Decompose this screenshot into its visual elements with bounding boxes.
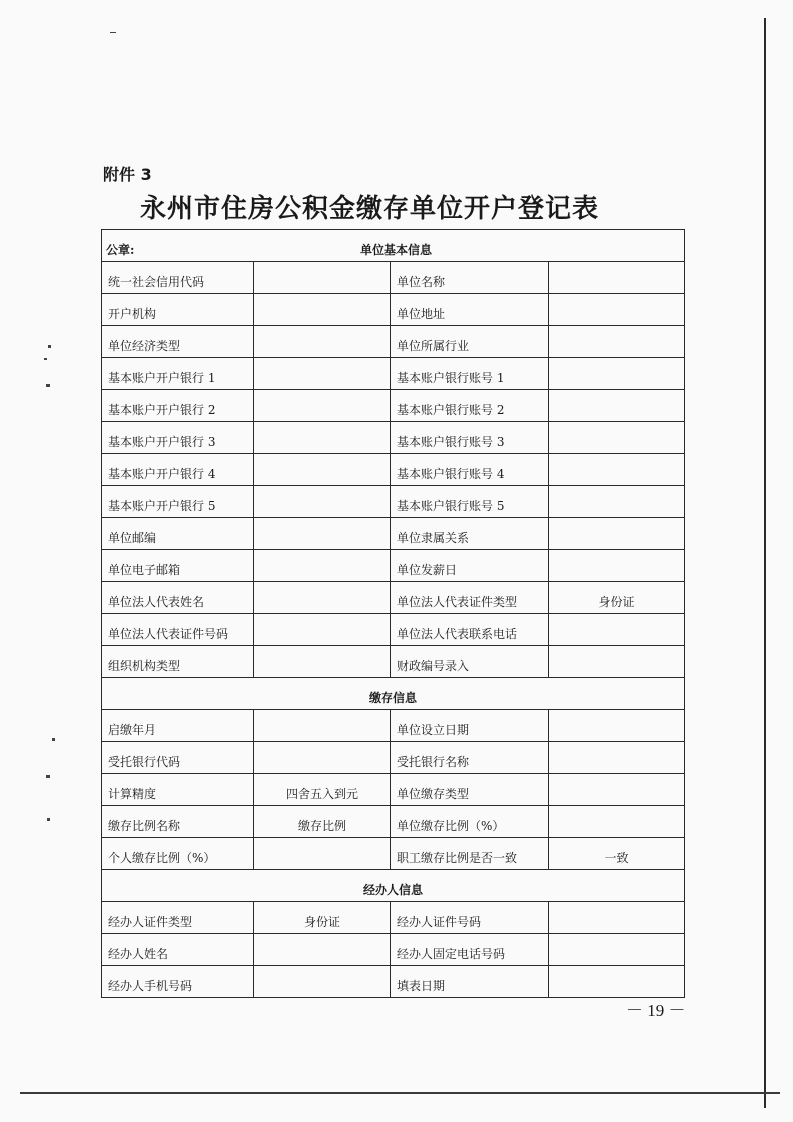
field-value[interactable] <box>549 454 685 486</box>
section-header-handler: 经办人信息 <box>102 870 685 902</box>
table-row <box>102 486 685 518</box>
field-label: 单位缴存类型 <box>391 774 549 806</box>
registration-form-table <box>101 229 685 998</box>
field-label: 基本账户开户银行 5 <box>102 486 254 518</box>
table-row <box>102 454 685 486</box>
field-value[interactable] <box>254 358 391 390</box>
field-value[interactable] <box>254 294 391 326</box>
field-value[interactable] <box>549 422 685 454</box>
field-label: 单位经济类型 <box>102 326 254 358</box>
section-title: 单位基本信息 <box>360 243 433 257</box>
field-label: 经办人手机号码 <box>102 966 254 998</box>
field-label: 经办人姓名 <box>102 934 254 966</box>
stamp-label: 公章: <box>106 243 135 257</box>
table-row <box>102 294 685 326</box>
field-value[interactable]: 缴存比例 <box>254 806 391 838</box>
field-value[interactable] <box>549 934 685 966</box>
field-label: 基本账户银行账号 1 <box>391 358 549 390</box>
table-row <box>102 422 685 454</box>
field-label: 基本账户银行账号 4 <box>391 454 549 486</box>
field-label: 单位邮编 <box>102 518 254 550</box>
section-header-deposit: 缴存信息 <box>102 678 685 710</box>
table-row <box>102 262 685 294</box>
table-row <box>102 934 685 966</box>
field-value[interactable]: 一致 <box>549 838 685 870</box>
field-label: 组织机构类型 <box>102 646 254 678</box>
field-value[interactable] <box>254 710 391 742</box>
field-label: 单位电子邮箱 <box>102 550 254 582</box>
table-row <box>102 710 685 742</box>
scan-speck <box>47 818 50 821</box>
attachment-label: 附件 3 <box>103 165 152 184</box>
field-value[interactable] <box>254 838 391 870</box>
field-value[interactable] <box>549 806 685 838</box>
table-row <box>102 966 685 998</box>
field-label: 单位发薪日 <box>391 550 549 582</box>
field-value[interactable]: 身份证 <box>549 582 685 614</box>
field-label: 基本账户银行账号 3 <box>391 422 549 454</box>
field-label: 受托银行名称 <box>391 742 549 774</box>
field-value[interactable] <box>549 966 685 998</box>
field-value[interactable] <box>254 326 391 358</box>
field-value[interactable]: 身份证 <box>254 902 391 934</box>
scan-speck <box>110 32 116 33</box>
scan-speck <box>48 345 51 348</box>
field-label: 填表日期 <box>391 966 549 998</box>
field-label: 个人缴存比例（%） <box>102 838 254 870</box>
field-value[interactable] <box>254 934 391 966</box>
field-label: 统一社会信用代码 <box>102 262 254 294</box>
field-value[interactable] <box>549 358 685 390</box>
field-label: 单位法人代表联系电话 <box>391 614 549 646</box>
field-label: 财政编号录入 <box>391 646 549 678</box>
table-row <box>102 646 685 678</box>
field-value[interactable]: 四舍五入到元 <box>254 774 391 806</box>
table-row <box>102 390 685 422</box>
field-label: 基本账户银行账号 5 <box>391 486 549 518</box>
field-label: 受托银行代码 <box>102 742 254 774</box>
field-label: 单位法人代表证件类型 <box>391 582 549 614</box>
page-frame-right <box>764 18 766 1108</box>
field-label: 经办人证件号码 <box>391 902 549 934</box>
field-value[interactable] <box>254 518 391 550</box>
table-row <box>102 326 685 358</box>
field-value[interactable] <box>549 646 685 678</box>
field-label: 开户机构 <box>102 294 254 326</box>
field-label: 单位法人代表姓名 <box>102 582 254 614</box>
scan-speck <box>46 775 50 778</box>
field-value[interactable] <box>549 518 685 550</box>
field-value[interactable] <box>549 326 685 358</box>
field-label: 经办人证件类型 <box>102 902 254 934</box>
field-value[interactable] <box>254 646 391 678</box>
scan-speck <box>52 738 55 741</box>
scan-speck <box>44 358 47 360</box>
field-value[interactable] <box>254 422 391 454</box>
table-row <box>102 358 685 390</box>
page-number: － 19 － <box>626 1001 686 1020</box>
field-label: 单位地址 <box>391 294 549 326</box>
field-value[interactable] <box>549 294 685 326</box>
table-row <box>102 742 685 774</box>
field-label: 缴存比例名称 <box>102 806 254 838</box>
field-label: 职工缴存比例是否一致 <box>391 838 549 870</box>
field-value[interactable] <box>254 966 391 998</box>
section-header-row <box>102 870 685 902</box>
form-title: 永州市住房公积金缴存单位开户登记表 <box>140 194 600 224</box>
table-row <box>102 550 685 582</box>
table-row <box>102 774 685 806</box>
field-value[interactable] <box>549 902 685 934</box>
scan-speck <box>46 384 50 387</box>
table-row <box>102 582 685 614</box>
field-label: 单位所属行业 <box>391 326 549 358</box>
field-label: 启缴年月 <box>102 710 254 742</box>
table-row <box>102 614 685 646</box>
field-label: 基本账户开户银行 1 <box>102 358 254 390</box>
field-label: 单位法人代表证件号码 <box>102 614 254 646</box>
field-label: 基本账户开户银行 3 <box>102 422 254 454</box>
field-value[interactable] <box>254 390 391 422</box>
field-value[interactable] <box>549 742 685 774</box>
field-label: 单位名称 <box>391 262 549 294</box>
field-label: 经办人固定电话号码 <box>391 934 549 966</box>
field-value[interactable] <box>549 614 685 646</box>
form-body <box>102 230 685 998</box>
field-label: 单位设立日期 <box>391 710 549 742</box>
field-value[interactable] <box>254 550 391 582</box>
field-value[interactable] <box>254 262 391 294</box>
section-header-row <box>102 678 685 710</box>
field-value[interactable] <box>254 742 391 774</box>
field-label: 计算精度 <box>102 774 254 806</box>
field-label: 单位隶属关系 <box>391 518 549 550</box>
field-value[interactable] <box>549 486 685 518</box>
section-header-row <box>102 230 685 262</box>
field-value[interactable] <box>254 582 391 614</box>
field-value[interactable] <box>549 550 685 582</box>
table-row <box>102 806 685 838</box>
field-value[interactable] <box>254 486 391 518</box>
table-row <box>102 838 685 870</box>
field-label: 基本账户开户银行 2 <box>102 390 254 422</box>
field-value[interactable] <box>549 390 685 422</box>
field-value[interactable] <box>549 774 685 806</box>
table-row <box>102 902 685 934</box>
table-row <box>102 518 685 550</box>
section-header-basic <box>102 230 685 262</box>
field-value[interactable] <box>254 614 391 646</box>
field-value[interactable] <box>549 262 685 294</box>
field-label: 基本账户银行账号 2 <box>391 390 549 422</box>
field-value[interactable] <box>549 710 685 742</box>
page-frame-bottom <box>20 1092 780 1094</box>
field-label: 基本账户开户银行 4 <box>102 454 254 486</box>
field-label: 单位缴存比例（%） <box>391 806 549 838</box>
field-value[interactable] <box>254 454 391 486</box>
